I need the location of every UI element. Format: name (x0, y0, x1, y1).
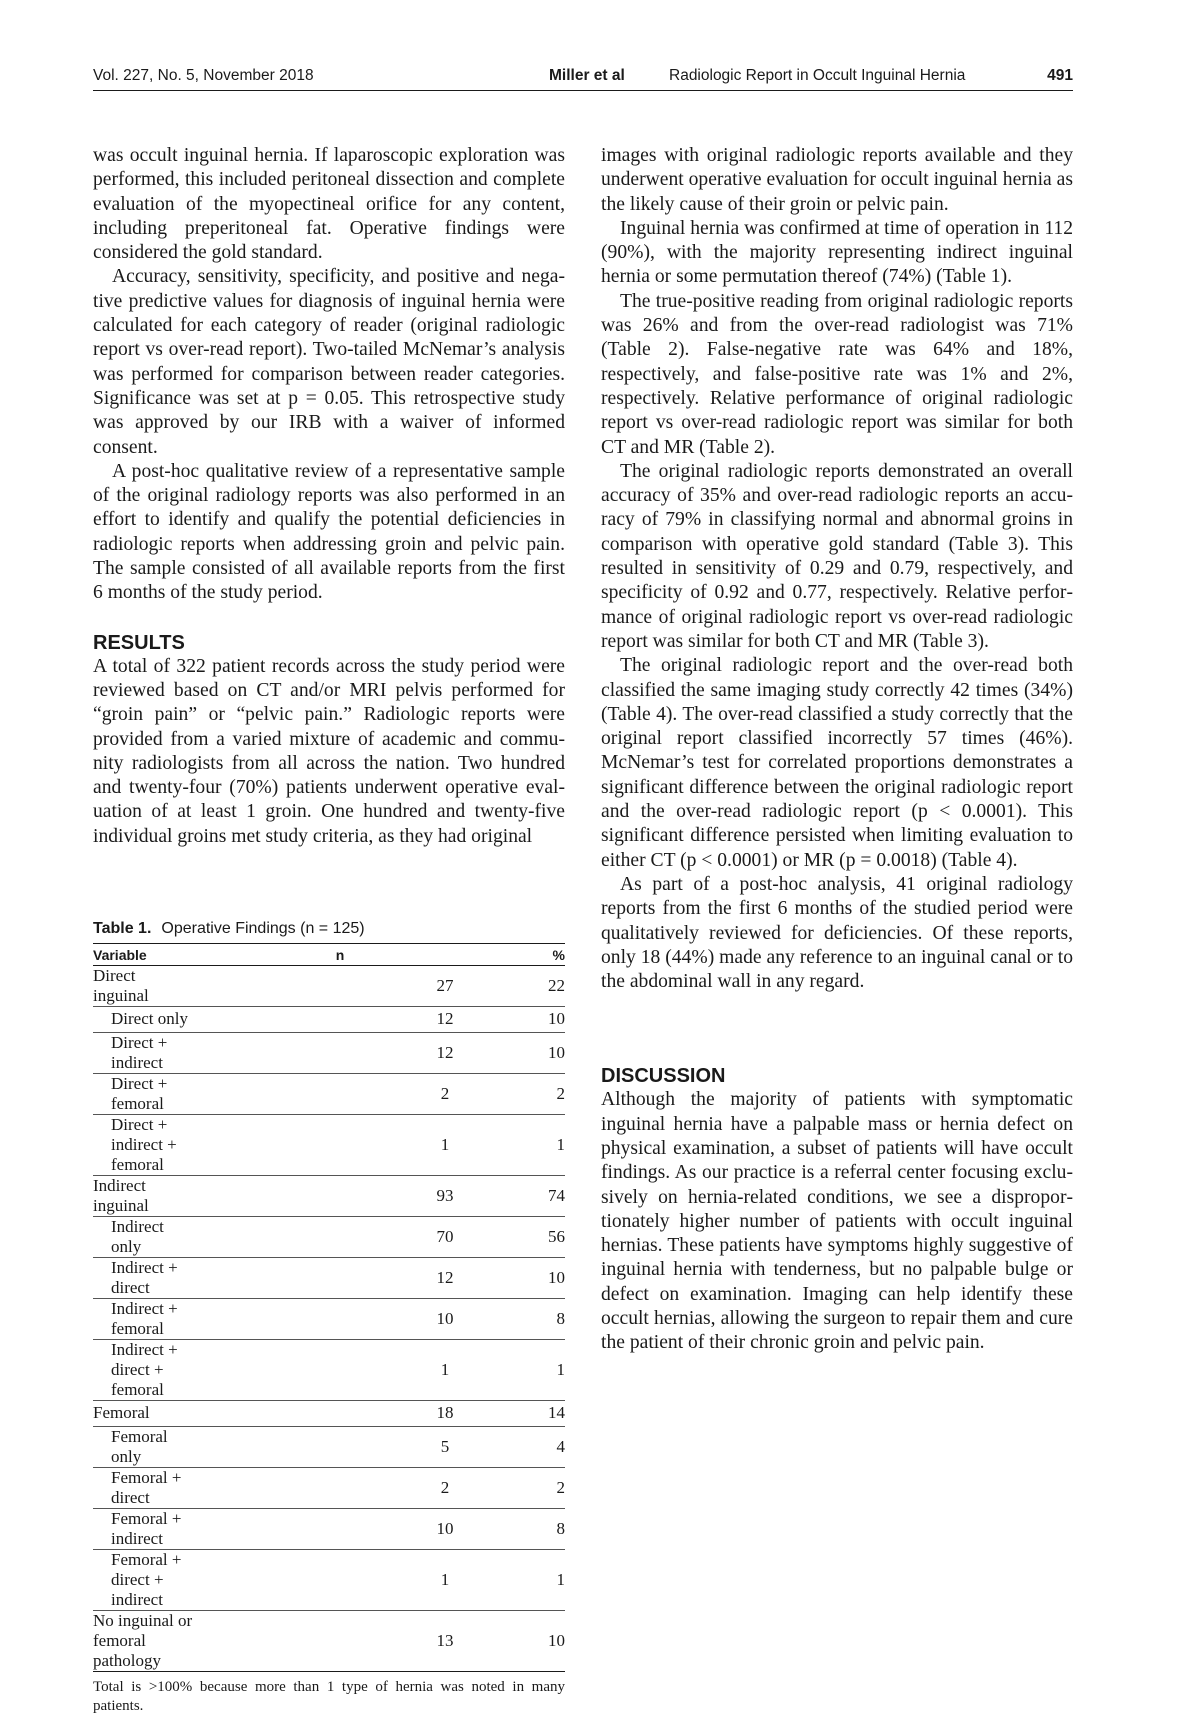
results-paragraph-6: As part of a post-hoc analysis, 41 original radiology reports from the first 6 months of the studied period were qualitatively reviewed for deficiencies. Of these reports, only 18 (44%) made any reference to an inguinal canal or to the abdominal wall in any regard. (601, 873, 1073, 993)
table-1-title: Operative Findings (n = 125) (161, 920, 365, 937)
row-n: 10 (195, 1298, 485, 1339)
running-title: Radiologic Report in Occult Inguinal Hernia (669, 67, 966, 84)
table-row (93, 1032, 565, 1073)
table-1-caption (93, 918, 565, 940)
table-row (93, 1175, 565, 1216)
operative-findings-table (93, 943, 565, 1672)
row-pct: 8 (485, 1508, 565, 1549)
row-n: 2 (195, 1467, 485, 1508)
row-pct: 4 (485, 1426, 565, 1467)
results-paragraph: A total of 322 patient records across the study period were reviewed based on CT and/or MRI pelvis performed for “groin pain” or “pelvic pain.” Radiologic reports were provided from a varied mixture of academic and community radiologists from all across the nation. Two hundred and twenty-four (70%) patients underwent operative evaluation of at least 1 groin. One hundred and twenty-five individual groins met study criteria, as they had original (93, 655, 565, 847)
discussion-paragraph: Although the majority of patients with symptomatic inguinal hernia have a palpable mass or hernia defect on physical examination, a subset of patients will have occult findings. As our practice is a referral center focusing exclusively on hernia-related conditions, we see a disproportionately higher number of patients with occult inguinal hernias. These patients have symptoms highly suggestive of inguinal hernia with tenderness, but no palpable bulge or defect on examination. Imaging can help identify these occult hernias, allowing the surgeon to repair them and cure the patient of their chronic groin and pelvic pain. (601, 1089, 1073, 1354)
row-variable: Direct only (93, 1007, 195, 1033)
row-variable: Indirect + direct + femoral (93, 1339, 195, 1400)
header-variable: Variable (93, 944, 195, 966)
row-n: 18 (195, 1400, 485, 1426)
row-variable: Femoral only (93, 1426, 195, 1467)
row-n: 93 (195, 1175, 485, 1216)
row-variable: Femoral + direct + indirect (93, 1549, 195, 1610)
table-row (93, 1114, 565, 1175)
row-variable: No inguinal or femoral pathology (93, 1610, 193, 1670)
row-pct: 1 (485, 1339, 565, 1400)
table-row (93, 1216, 565, 1257)
row-variable: Direct inguinal (93, 966, 195, 1007)
row-variable: Femoral (93, 1400, 195, 1426)
row-pct: 56 (485, 1216, 565, 1257)
row-pct: 1 (485, 1549, 565, 1610)
row-variable: Indirect only (93, 1216, 195, 1257)
row-variable: Femoral + indirect (93, 1508, 195, 1549)
results-paragraph-5: The original radiologic report and the over-read both classified the same imaging study correctly 42 times (34%) (Table 4). The over-read classified a study correctly that the original report classified incorrectly 57 times (46%). McNemar’s test for correlated proportions demonstrates a significant difference between the original radiologic report and the over-read radiologic report (p < 0.0001). This significant difference persisted when limiting evaluation to either CT (p < 0.0001) or MR (p = 0.0018) (Table 4). (601, 655, 1073, 871)
methods-paragraph-2: Accuracy, sensitivity, specificity, and positive and negative predictive values for diagnosis of inguinal hernia were calculated for each category of reader (original radiologic report vs over-read report). Two-tailed McNemar’s analysis was performed for comparison between reader categories. Significance was set at p = 0.05. This retrospective study was approved by our IRB with a waiver of informed consent. (93, 266, 565, 458)
row-pct: 1 (485, 1114, 565, 1175)
table-1-label: Table 1. (93, 920, 152, 937)
row-variable: Direct + indirect + femoral (93, 1114, 195, 1175)
row-variable: Indirect + femoral (93, 1298, 195, 1339)
table-row (93, 1400, 565, 1426)
table-1 (93, 918, 565, 1716)
row-n: 1 (195, 1549, 485, 1610)
table-row (93, 1508, 565, 1549)
right-column (601, 144, 1073, 1356)
methods-paragraph-3: A post-hoc qualitative review of a representative sample of the original radiology reports was also performed in an effort to identify and qualify the potential deficiencies in radiologic reports when addressing groin and pelvic pain. The sample consisted of all available reports from the first 6 months of the study period. (93, 460, 565, 604)
row-variable: Direct + femoral (93, 1073, 195, 1114)
page-number: 491 (1047, 67, 1073, 84)
table-1-footnote: Total is >100% because more than 1 type of hernia was noted in many patients. (93, 1678, 565, 1714)
row-variable: Indirect + direct (93, 1257, 195, 1298)
row-pct: 2 (485, 1467, 565, 1508)
row-pct: 2 (485, 1073, 565, 1114)
table-row (93, 1298, 565, 1339)
row-pct: 8 (485, 1298, 565, 1339)
row-variable: Femoral + direct (93, 1467, 195, 1508)
results-paragraph-2: Inguinal hernia was confirmed at time of operation in 112 (90%), with the majority representing indirect inguinal hernia or some permutation thereof (74%) (Table 1). (601, 217, 1073, 288)
table-row (93, 1339, 565, 1400)
row-pct: 10 (485, 1032, 565, 1073)
left-column (93, 144, 565, 849)
table-row (93, 1426, 565, 1467)
table-row (93, 1610, 565, 1671)
row-n: 10 (195, 1508, 485, 1549)
header-n: n (195, 944, 485, 966)
row-variable: Direct + indirect (93, 1032, 195, 1073)
row-n: 13 (436, 1630, 454, 1650)
table-header-row (93, 944, 565, 966)
row-n: 12 (195, 1032, 485, 1073)
row-n: 2 (195, 1073, 485, 1114)
table-row (93, 1257, 565, 1298)
row-pct: 10 (548, 1630, 565, 1650)
row-pct: 74 (485, 1175, 565, 1216)
table-row (93, 1073, 565, 1114)
row-pct: 14 (485, 1400, 565, 1426)
results-paragraph-cont: images with original radiologic reports available and they underwent operative evaluation for occult inguinal hernia as the likely cause of their groin or pelvic pain. (601, 145, 1073, 215)
table-row (93, 1007, 565, 1033)
results-paragraph-4: The original radiologic reports demonstrated an overall accuracy of 35% and over-read radiologic reports an accuracy of 79% in classifying normal and abnormal groins in comparison with operative gold standard (Table 3). This resulted in sensitivity of 0.29 and 0.79, respectively, and specificity of 0.92 and 0.77, respectively. Relative performance of original radiologic report vs over-read radiologic report was similar for both CT and MR (Table 3). (601, 460, 1073, 652)
row-n: 27 (195, 966, 485, 1007)
row-n: 70 (195, 1216, 485, 1257)
row-n: 1 (195, 1114, 485, 1175)
header-pct: % (485, 944, 565, 966)
running-header (93, 60, 1073, 91)
row-pct: 10 (485, 1257, 565, 1298)
table-row (93, 1549, 565, 1610)
row-n: 12 (195, 1257, 485, 1298)
results-heading: RESULTS (93, 631, 185, 654)
row-variable: Indirect inguinal (93, 1175, 195, 1216)
table-row (93, 966, 565, 1007)
table-row (93, 1467, 565, 1508)
row-pct: 10 (485, 1007, 565, 1033)
row-n: 1 (195, 1339, 485, 1400)
methods-paragraph-1: was occult inguinal hernia. If laparoscopic exploration was performed, this included peritoneal dissection and complete evaluation of the myopectineal orifice for any content, including preperitoneal fat. Operative findings were considered the gold standard. (93, 145, 565, 264)
row-n: 5 (195, 1426, 485, 1467)
running-authors: Miller et al (549, 67, 625, 84)
row-n: 12 (195, 1007, 485, 1033)
journal-volume: Vol. 227, No. 5, November 2018 (93, 67, 314, 84)
results-paragraph-3: The true-positive reading from original radiologic reports was 26% and from the over-read radiologist was 71% (Table 2). False-negative rate was 64% and 18%, respectively, and false-positive rate was 1% and 2%, respectively. Relative performance of original radiologic report vs over-read radiologic report was similar for both CT and MR (Table 2). (601, 290, 1073, 458)
discussion-heading: DISCUSSION (601, 1065, 726, 1088)
row-pct: 22 (485, 966, 565, 1007)
